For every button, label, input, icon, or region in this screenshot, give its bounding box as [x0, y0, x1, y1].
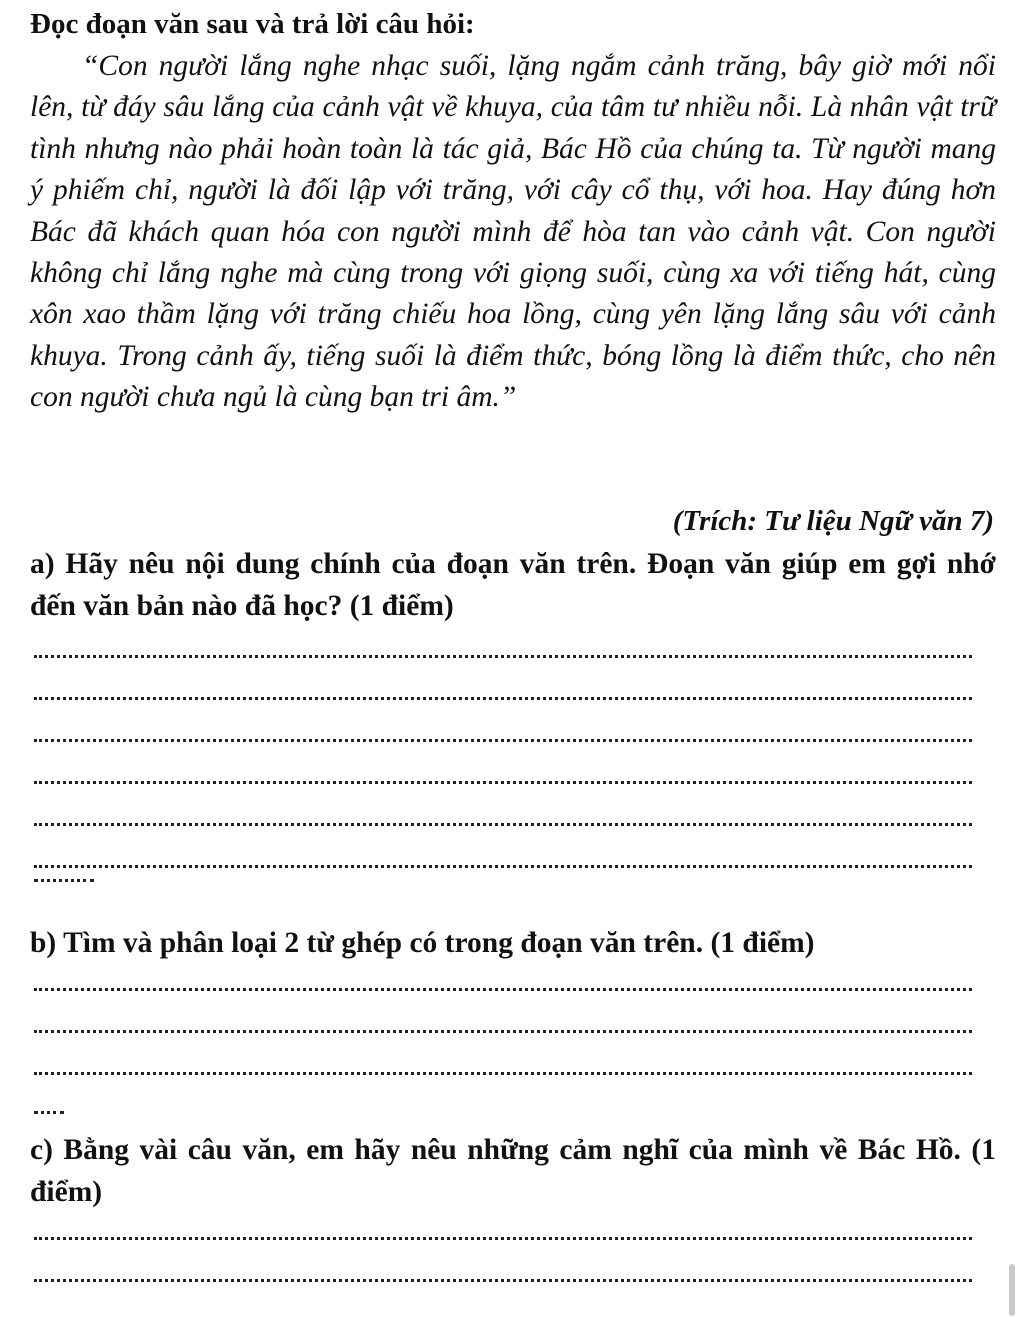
answer-line	[34, 865, 972, 868]
answer-line	[34, 988, 972, 991]
reading-passage: “Con người lắng nghe nhạc suối, lặng ngắm cảnh trăng, bây giờ mới nổi lên, từ đáy sâu lắng của cảnh vật về khuya, của tâm tư nhiều nỗi. Là nhân vật trữ tình nhưng nào phải hoàn toàn là tác giả, Bác Hồ của chúng ta. Từ người mang ý phiếm chỉ, người là đối lập với trăng, với cây cổ thụ, với hoa. Hay đúng hơn Bác đã khách quan hóa con người mình để hòa tan vào cảnh vật. Con người không chỉ lắng nghe mà cùng trong với giọng suối, cùng xa với tiếng hát, cùng xôn xao thầm lặng với trăng chiếu hoa lồng, cùng yên lặng lắng sâu với cảnh khuya. Trong cảnh ấy, tiếng suối là điểm thức, bóng lồng là điểm thức, cho nên con người chưa ngủ là cùng bạn tri âm.”	[30, 50, 996, 414]
answer-line	[34, 1072, 972, 1075]
answer-line	[34, 1030, 972, 1033]
passage-source: (Trích: Tư liệu Ngữ văn 7)	[672, 505, 994, 537]
question-a: a) Hãy nêu nội dung chính của đoạn văn trên. Đoạn văn giúp em gợi nhớ đến văn bản nào đã học? (1 điểm)	[30, 548, 996, 622]
answer-line	[34, 655, 972, 658]
answer-line	[34, 739, 972, 742]
answer-line	[34, 1279, 972, 1282]
scrollbar-thumb[interactable]	[1009, 1264, 1015, 1316]
answer-line	[34, 697, 972, 700]
answer-line	[34, 1111, 64, 1114]
instruction-heading: Đọc đoạn văn sau và trả lời câu hỏi:	[30, 8, 475, 40]
answer-line	[34, 823, 972, 826]
answer-line	[34, 781, 972, 784]
question-c: c) Bằng vài câu văn, em hãy nêu những cảm nghĩ của mình về Bác Hồ. (1 điểm)	[30, 1134, 996, 1208]
answer-line	[34, 1237, 972, 1240]
answer-line	[34, 879, 94, 882]
question-b: b) Tìm và phân loại 2 từ ghép có trong đoạn văn trên. (1 điểm)	[30, 927, 815, 959]
